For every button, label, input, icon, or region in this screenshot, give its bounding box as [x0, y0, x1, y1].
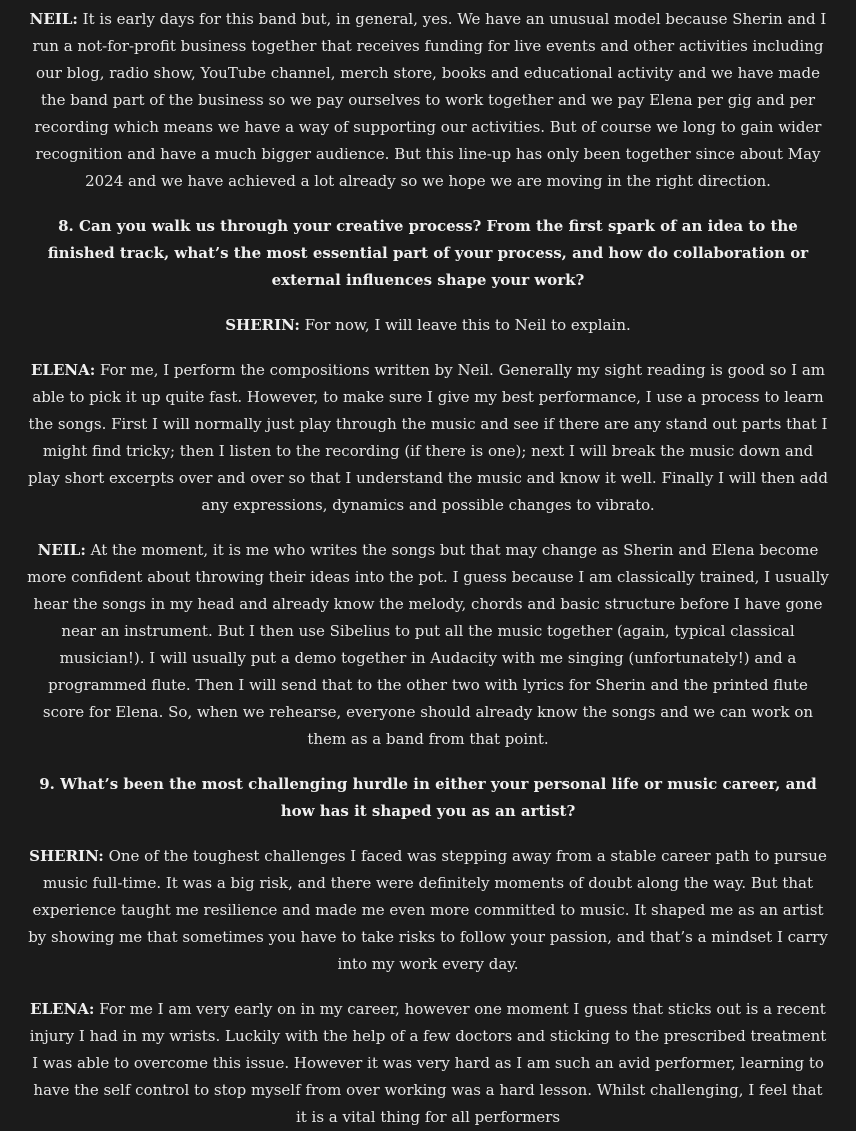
answer-text: For me, I perform the compositions written by Neil. Generally my sight reading is good so I am able to pick it up quite fast. However, to make sure I give my best performance, I use a process to learn the songs. First I will normally just play through the music and see if there are any stand out parts that I might find tricky; then I listen to the recording (if there is one); next I will break the music down and play short excerpts over and over so that I understand the music and know it well. Finally I will then add any expressions, dynamics and possible changes to vibrato. [28, 361, 828, 514]
speaker-label: SHERIN: [225, 316, 300, 334]
question-9: 9. What’s been the most challenging hurdle in either your personal life or music career, and how has it shaped you as an artist? [39, 775, 817, 820]
answer-text: At the moment, it is me who writes the songs but that may change as Sherin and Elena become more confident about throwing their ideas into the pot. I guess because I am classically trained, I usually hear the songs in my head and already know the melody, chords and basic structure before I have gone near an instrument. But I then use Sibelius to put all the music together (again, typical classical musician!). I will usually put a demo together in Audacity with me singing (unfortunately!) and a programmed flute. Then I will send that to the other two with lyrics for Sherin and the printed flute score for Elena. So, when we rehearse, everyone should already know the songs and we can work on them as a band from that point. [27, 541, 829, 748]
speaker-label: ELENA: [30, 1000, 95, 1018]
answer-text: For now, I will leave this to Neil to explain. [299, 316, 631, 334]
question-8: 8. Can you walk us through your creative process? From the first spark of an idea to the finished track, what’s the most essential part of your process, and how do collaboration or external influences shape your work? [47, 217, 809, 289]
speaker-label: NEIL: [37, 541, 86, 559]
answer-text: For me I am very early on in my career, however one moment I guess that sticks out is a recent injury I had in my wrists. Luckily with the help of a few doctors and sticking to the prescribed treatment I was able to overcome this issue. However it was very hard as I am such an avid performer, learning to have the self control to stop myself from over working was a hard lesson. Whilst challenging, I feel that it is a vital thing for all performers [29, 1000, 827, 1126]
answer-sherin [26, 312, 830, 339]
answer-text: One of the toughest challenges I faced was stepping away from a stable career path to pursue music full-time. It was a big risk, and there were definitely moments of doubt along the way. But that experience taught me resilience and made me even more committed to music. It shaped me as an artist by showing me that sometimes you have to take risks to follow your passion, and that’s a mindset I carry into my work every day. [28, 847, 828, 973]
answer-elena [26, 357, 830, 519]
answer-sherin [26, 843, 830, 978]
speaker-label: NEIL: [29, 10, 78, 28]
answer-text: It is early days for this band but, in general, yes. We have an unusual model because Sherin and I run a not-for-profit business together that receives funding for live events and other activities including our blog, radio show, YouTube channel, merch store, books and educational activity and we have made the band part of the business so we pay ourselves to work together and we pay Elena per gig and per recording which means we have a way of supporting our activities. But of course we long to gain wider recognition and have a much bigger audience. But this line-up has only been together since about May 2024 and we have achieved a lot already so we hope we are moving in the right direction. [32, 10, 827, 190]
speaker-label: SHERIN: [29, 847, 104, 865]
speaker-label: ELENA: [30, 361, 96, 379]
answer-elena [26, 996, 830, 1131]
answer-neil [26, 537, 830, 753]
answer-neil [26, 6, 830, 195]
